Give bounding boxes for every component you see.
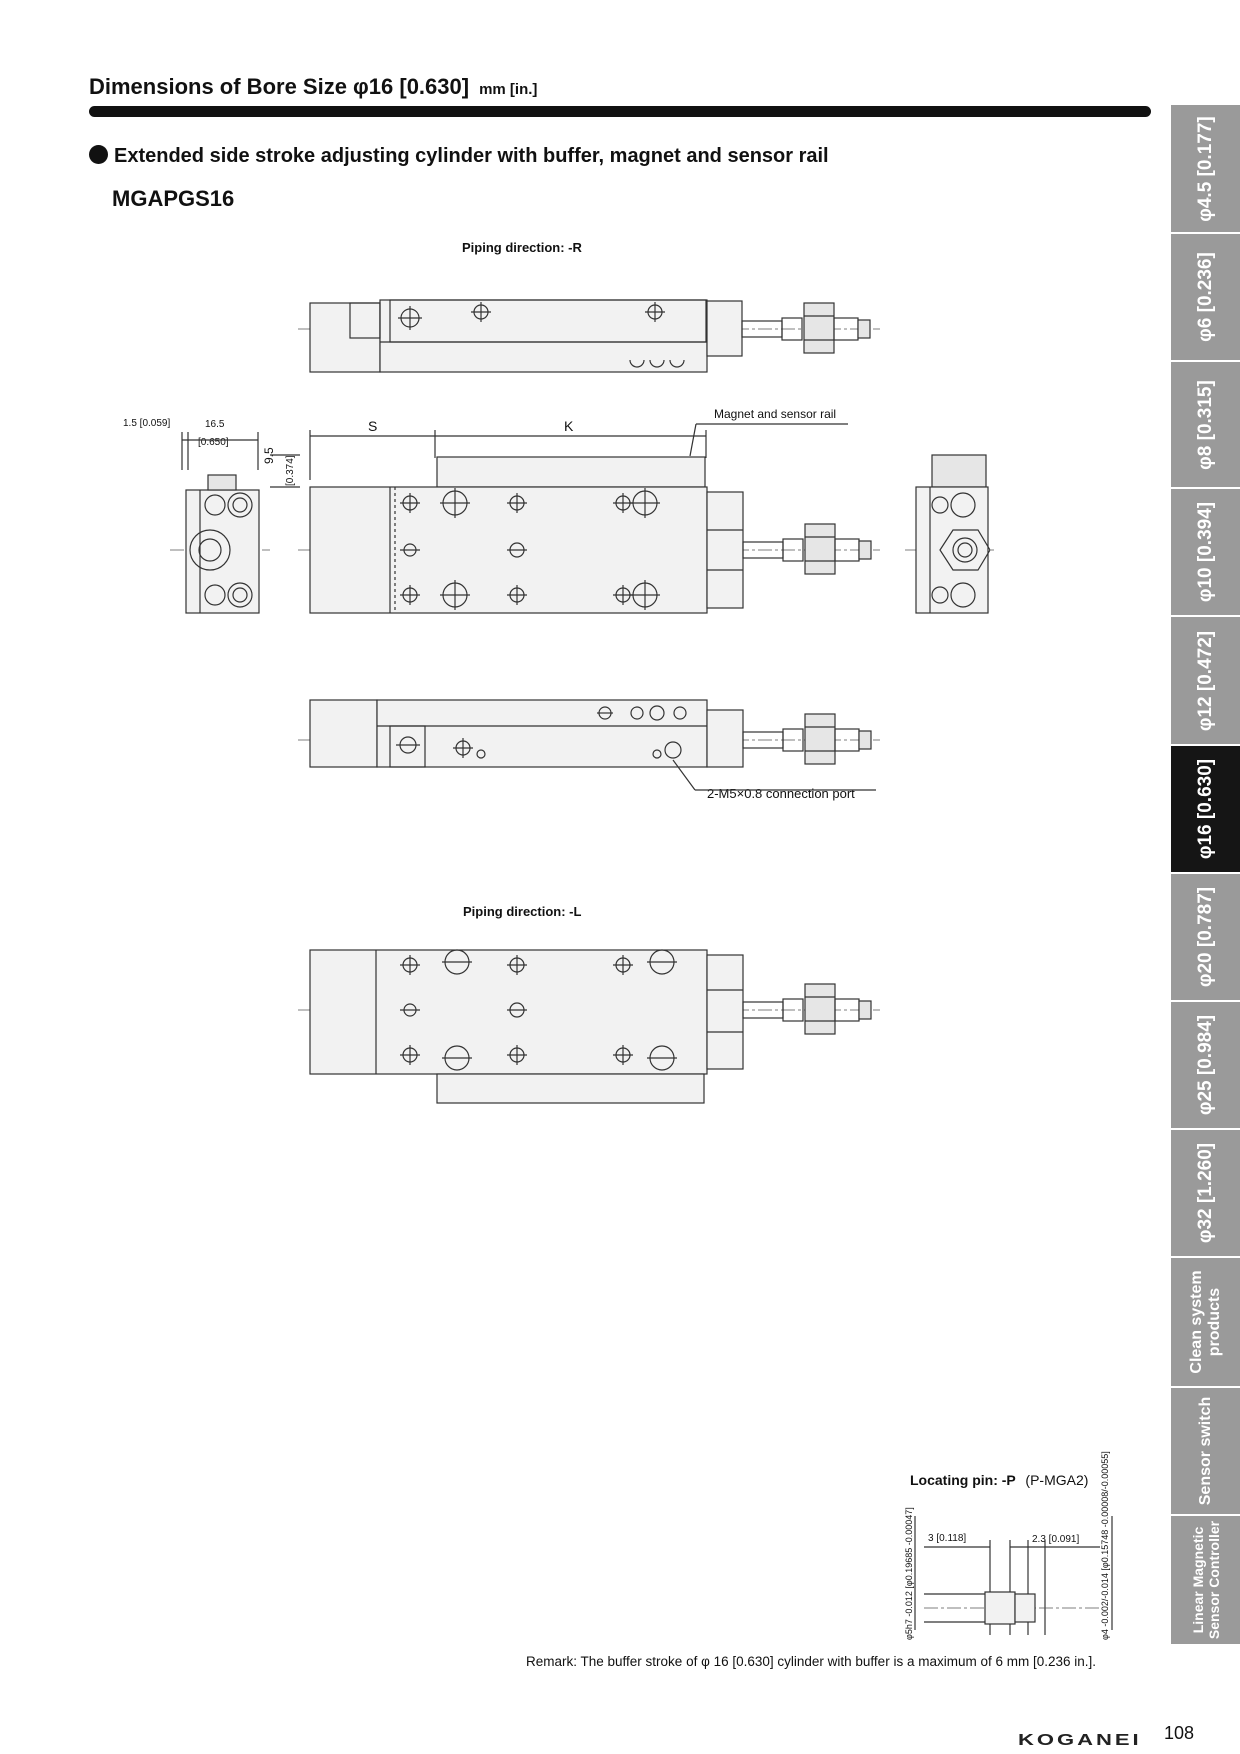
dim-1-5: 1.5 [0.059] xyxy=(123,418,171,429)
tab-bore-10[interactable]: φ10 [0.394] xyxy=(1171,489,1240,615)
section-title-text: Extended side stroke adjusting cylinder with buffer, magnet and sensor rail xyxy=(114,145,829,167)
page-number: 108 xyxy=(1164,1723,1195,1743)
drawing-bottom-view xyxy=(298,700,880,790)
connection-port-label: 2-M5×0.8 connection port xyxy=(707,786,855,801)
locating-pin-part: (P-MGA2) xyxy=(1025,1472,1089,1488)
brand-logo: KOGANEI xyxy=(1018,1730,1142,1749)
tab-bore-8[interactable]: φ8 [0.315] xyxy=(1171,362,1240,487)
tab-bore-6[interactable]: φ6 [0.236] xyxy=(1171,234,1240,360)
drawing-locating-pin xyxy=(915,1516,1112,1635)
drawing-top-view-l xyxy=(298,950,880,1103)
piping-r-caption: Piping direction: -R xyxy=(462,240,582,255)
pin-dim-left: φ5h7 -0.012 [φ0.19685 -0.00047] xyxy=(904,1507,914,1640)
tab-sensor-switch[interactable]: Sensor switch xyxy=(1171,1388,1240,1514)
dim-16-5-inch: [0.650] xyxy=(198,437,229,448)
drawing-right-side-view xyxy=(905,455,995,613)
dim-s: S xyxy=(368,418,378,434)
remark-text: Remark: The buffer stroke of φ 16 [0.630] cylinder with buffer is a maximum of 6 mm [0.236 in.]. xyxy=(526,1654,1097,1669)
tab-bore-12[interactable]: φ12 [0.472] xyxy=(1171,617,1240,744)
tab-bore-16[interactable]: φ16 [0.630] xyxy=(1171,746,1240,872)
drawing-left-side-view xyxy=(170,432,300,613)
pin-dim-right: φ4 -0.002/-0.014 [φ0.15748 -0.00008/-0.00055] xyxy=(1100,1451,1110,1640)
drawing-front-view xyxy=(298,457,880,613)
tab-bore-32[interactable]: φ32 [1.260] xyxy=(1171,1130,1240,1256)
tab-bore-25[interactable]: φ25 [0.984] xyxy=(1171,1002,1240,1128)
pin-dim-2-3: 2.3 [0.091] xyxy=(1032,1534,1080,1545)
dim-k: K xyxy=(564,418,574,434)
tab-bore-20[interactable]: φ20 [0.787] xyxy=(1171,874,1240,1000)
dim-16-5: 16.5 xyxy=(205,419,225,430)
tab-linear-magnetic[interactable]: Linear Magnetic Sensor Controller xyxy=(1171,1516,1240,1644)
locating-pin-title-text: Locating pin: -P xyxy=(910,1472,1016,1488)
model-number: MGAPGS16 xyxy=(112,186,235,211)
drawing-top-view-r xyxy=(298,300,880,372)
magnet-rail-label: Magnet and sensor rail xyxy=(714,407,837,421)
tab-bore-4-5[interactable]: φ4.5 [0.177] xyxy=(1171,105,1240,232)
dim-9-5: 9.5 xyxy=(262,447,276,464)
page-title-text: Dimensions of Bore Size φ16 [0.630] xyxy=(89,74,470,99)
page-title-unit: mm [in.] xyxy=(479,81,538,98)
pin-dim-3: 3 [0.118] xyxy=(928,1533,967,1544)
piping-l-caption: Piping direction: -L xyxy=(463,904,582,919)
tab-clean-system[interactable]: Clean system products xyxy=(1171,1258,1240,1386)
dim-9-5-inch: [0.374] xyxy=(285,455,296,486)
